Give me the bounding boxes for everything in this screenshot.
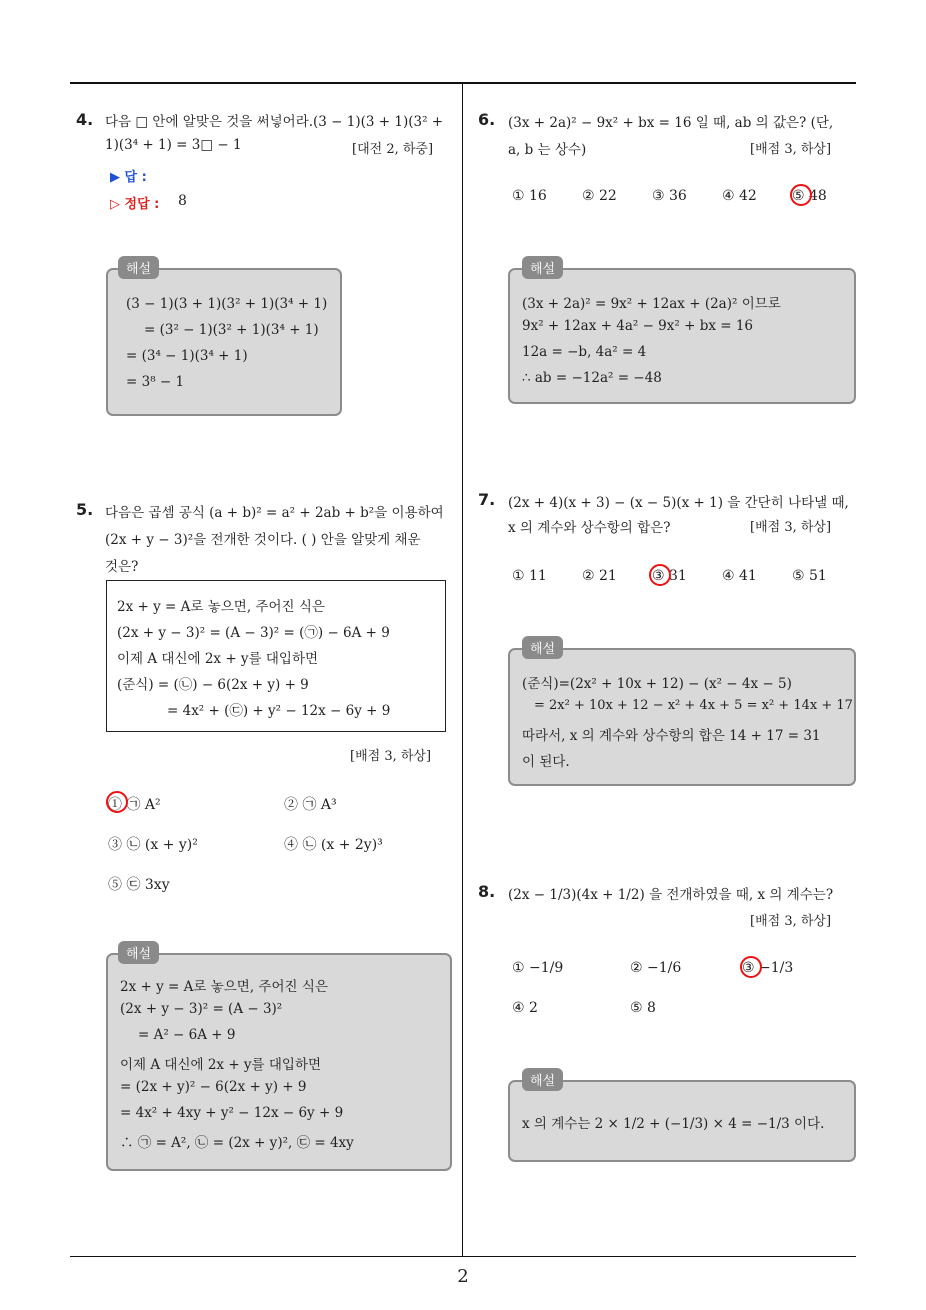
column-divider xyxy=(462,84,463,1256)
solution-box xyxy=(508,268,856,404)
choice-2[interactable]: ② 22 xyxy=(582,188,617,204)
choice-5[interactable]: ⑤ 8 xyxy=(630,1000,656,1016)
solution-line: ∴ ㉠ = A², ㉡ = (2x + y)², ㉢ = 4xy xyxy=(120,1135,354,1151)
selected-answer-mark xyxy=(106,791,128,813)
solution-label: 해설 xyxy=(522,256,563,279)
solution-line: = 4x² + 4xy + y² − 12x − 6y + 9 xyxy=(120,1105,344,1121)
selected-answer-mark xyxy=(740,956,762,978)
choice-2[interactable]: ② ㉠ A³ xyxy=(284,797,337,813)
solution-line: 이 된다. xyxy=(522,754,570,770)
solution-line: ∴ ab = −12a² = −48 xyxy=(522,370,662,386)
solution-line: (2x + y − 3)² = (A − 3)² xyxy=(120,1001,283,1017)
choice-4[interactable]: ④ ㉡ (x + 2y)³ xyxy=(284,837,383,853)
solution-line: 9x² + 12ax + 4a² − 9x² + bx = 16 xyxy=(522,318,754,334)
solution-line: 2x + y = A로 놓으면, 주어진 식은 xyxy=(120,979,328,995)
frame-line: (2x + y − 3)² = (A − 3)² = (㉠) − 6A + 9 xyxy=(117,625,390,641)
score-tag: [배점 3, 하상] xyxy=(750,142,832,157)
solution-box xyxy=(508,648,856,786)
bottom-rule xyxy=(70,1256,856,1257)
solution-line: (3 − 1)(3 + 1)(3² + 1)(3⁴ + 1) xyxy=(126,296,328,312)
question-number: 5. xyxy=(76,500,94,519)
selected-answer-mark xyxy=(790,184,812,206)
question-text: 다음은 곱셈 공식 (a + b)² = a² + 2ab + b²을 이용하여 xyxy=(105,505,444,521)
choice-5[interactable]: ⑤ 48 xyxy=(792,188,827,204)
correct-answer-value: 8 xyxy=(178,193,187,209)
solution-line: = (3² − 1)(3² + 1)(3⁴ + 1) xyxy=(144,322,319,338)
choice-4[interactable]: ④ 2 xyxy=(512,1000,538,1016)
solution-line: 이제 A 대신에 2x + y를 대입하면 xyxy=(120,1057,322,1073)
choice-3[interactable]: ③ ㉡ (x + y)² xyxy=(108,837,198,853)
question-text: (2x + 4)(x + 3) − (x − 5)(x + 1) 을 간단히 나타낼 때, xyxy=(508,495,849,511)
question-text: x 의 계수와 상수항의 합은? xyxy=(508,520,671,536)
solution-line: 따라서, x 의 계수와 상수항의 합은 14 + 17 = 31 xyxy=(522,728,821,744)
score-tag: [배점 3, 하상] xyxy=(350,749,432,764)
choice-4[interactable]: ④ 42 xyxy=(722,188,757,204)
question-number: 4. xyxy=(76,110,94,129)
choice-3[interactable]: ③ 36 xyxy=(652,188,687,204)
solution-line: = (2x + y)² − 6(2x + y) + 9 xyxy=(120,1079,307,1095)
choice-5[interactable]: ⑤ 51 xyxy=(792,568,827,584)
solution-line: = (3⁴ − 1)(3⁴ + 1) xyxy=(126,348,248,364)
question-text: 1)(3⁴ + 1) = 3□ − 1 xyxy=(105,137,242,153)
solution-box xyxy=(508,1080,856,1162)
solution-line: = 3⁸ − 1 xyxy=(126,374,185,390)
frame-line: = 4x² + (㉢) + y² − 12x − 6y + 9 xyxy=(167,703,391,719)
choice-2[interactable]: ② 21 xyxy=(582,568,617,584)
question-text: 것은? xyxy=(105,559,139,575)
frame-line: 이제 A 대신에 2x + y를 대입하면 xyxy=(117,651,319,667)
question-text: (2x − 1/3)(4x + 1/2) 을 전개하였을 때, x 의 계수는? xyxy=(508,887,834,903)
choice-1[interactable]: ① ㉠ A² xyxy=(108,797,161,813)
solution-label: 해설 xyxy=(522,636,563,659)
question-text: (2x + y − 3)²을 전개한 것이다. ( ) 안을 알맞게 채운 xyxy=(105,532,421,548)
top-rule xyxy=(70,82,856,84)
solution-line: x 의 계수는 2 × 1/2 + (−1/3) × 4 = −1/3 이다. xyxy=(522,1116,825,1132)
selected-answer-mark xyxy=(649,564,671,586)
question-number: 7. xyxy=(478,490,496,509)
question-text: (3x + 2a)² − 9x² + bx = 16 일 때, ab 의 값은? (단, xyxy=(508,115,834,131)
solution-box xyxy=(106,268,342,416)
choice-1[interactable]: ① 11 xyxy=(512,568,547,584)
choice-5[interactable]: ⑤ ㉢ 3xy xyxy=(108,877,170,893)
choice-1[interactable]: ① −1/9 xyxy=(512,960,564,976)
frame-line: (준식) = (㉡) − 6(2x + y) + 9 xyxy=(117,677,309,693)
frame-line: 2x + y = A로 놓으면, 주어진 식은 xyxy=(117,599,325,615)
solution-line: (3x + 2a)² = 9x² + 12ax + (2a)² 이므로 xyxy=(522,296,781,312)
solution-label: 해설 xyxy=(522,1068,563,1091)
solution-label: 해설 xyxy=(118,941,159,964)
solution-line: = 2x² + 10x + 12 − x² + 4x + 5 = x² + 14x + 17 xyxy=(534,698,853,713)
choice-3[interactable]: ③ 31 xyxy=(652,568,687,584)
choice-1[interactable]: ① 16 xyxy=(512,188,547,204)
solution-box xyxy=(106,953,452,1171)
answer-label: ▶ 답 : xyxy=(110,170,147,185)
score-tag: [대전 2, 하중] xyxy=(352,142,434,157)
choice-2[interactable]: ② −1/6 xyxy=(630,960,682,976)
choice-3[interactable]: ③ −1/3 xyxy=(742,960,794,976)
solution-line: 12a = −b, 4a² = 4 xyxy=(522,344,647,360)
question-number: 8. xyxy=(478,882,496,901)
score-tag: [배점 3, 하상] xyxy=(750,520,832,535)
question-text: a, b 는 상수) xyxy=(508,142,587,158)
choice-4[interactable]: ④ 41 xyxy=(722,568,757,584)
correct-answer-label: ▷ 정답 : xyxy=(110,197,160,212)
solution-label: 해설 xyxy=(118,256,159,279)
page-number: 2 xyxy=(457,1266,469,1287)
score-tag: [배점 3, 하상] xyxy=(750,914,832,929)
question-number: 6. xyxy=(478,110,496,129)
derivation-frame xyxy=(106,580,446,732)
question-text: 다음 □ 안에 알맞은 것을 써넣어라.(3 − 1)(3 + 1)(3² + xyxy=(105,114,444,130)
solution-line: = A² − 6A + 9 xyxy=(138,1027,236,1043)
solution-line: (준식)=(2x² + 10x + 12) − (x² − 4x − 5) xyxy=(522,676,792,692)
